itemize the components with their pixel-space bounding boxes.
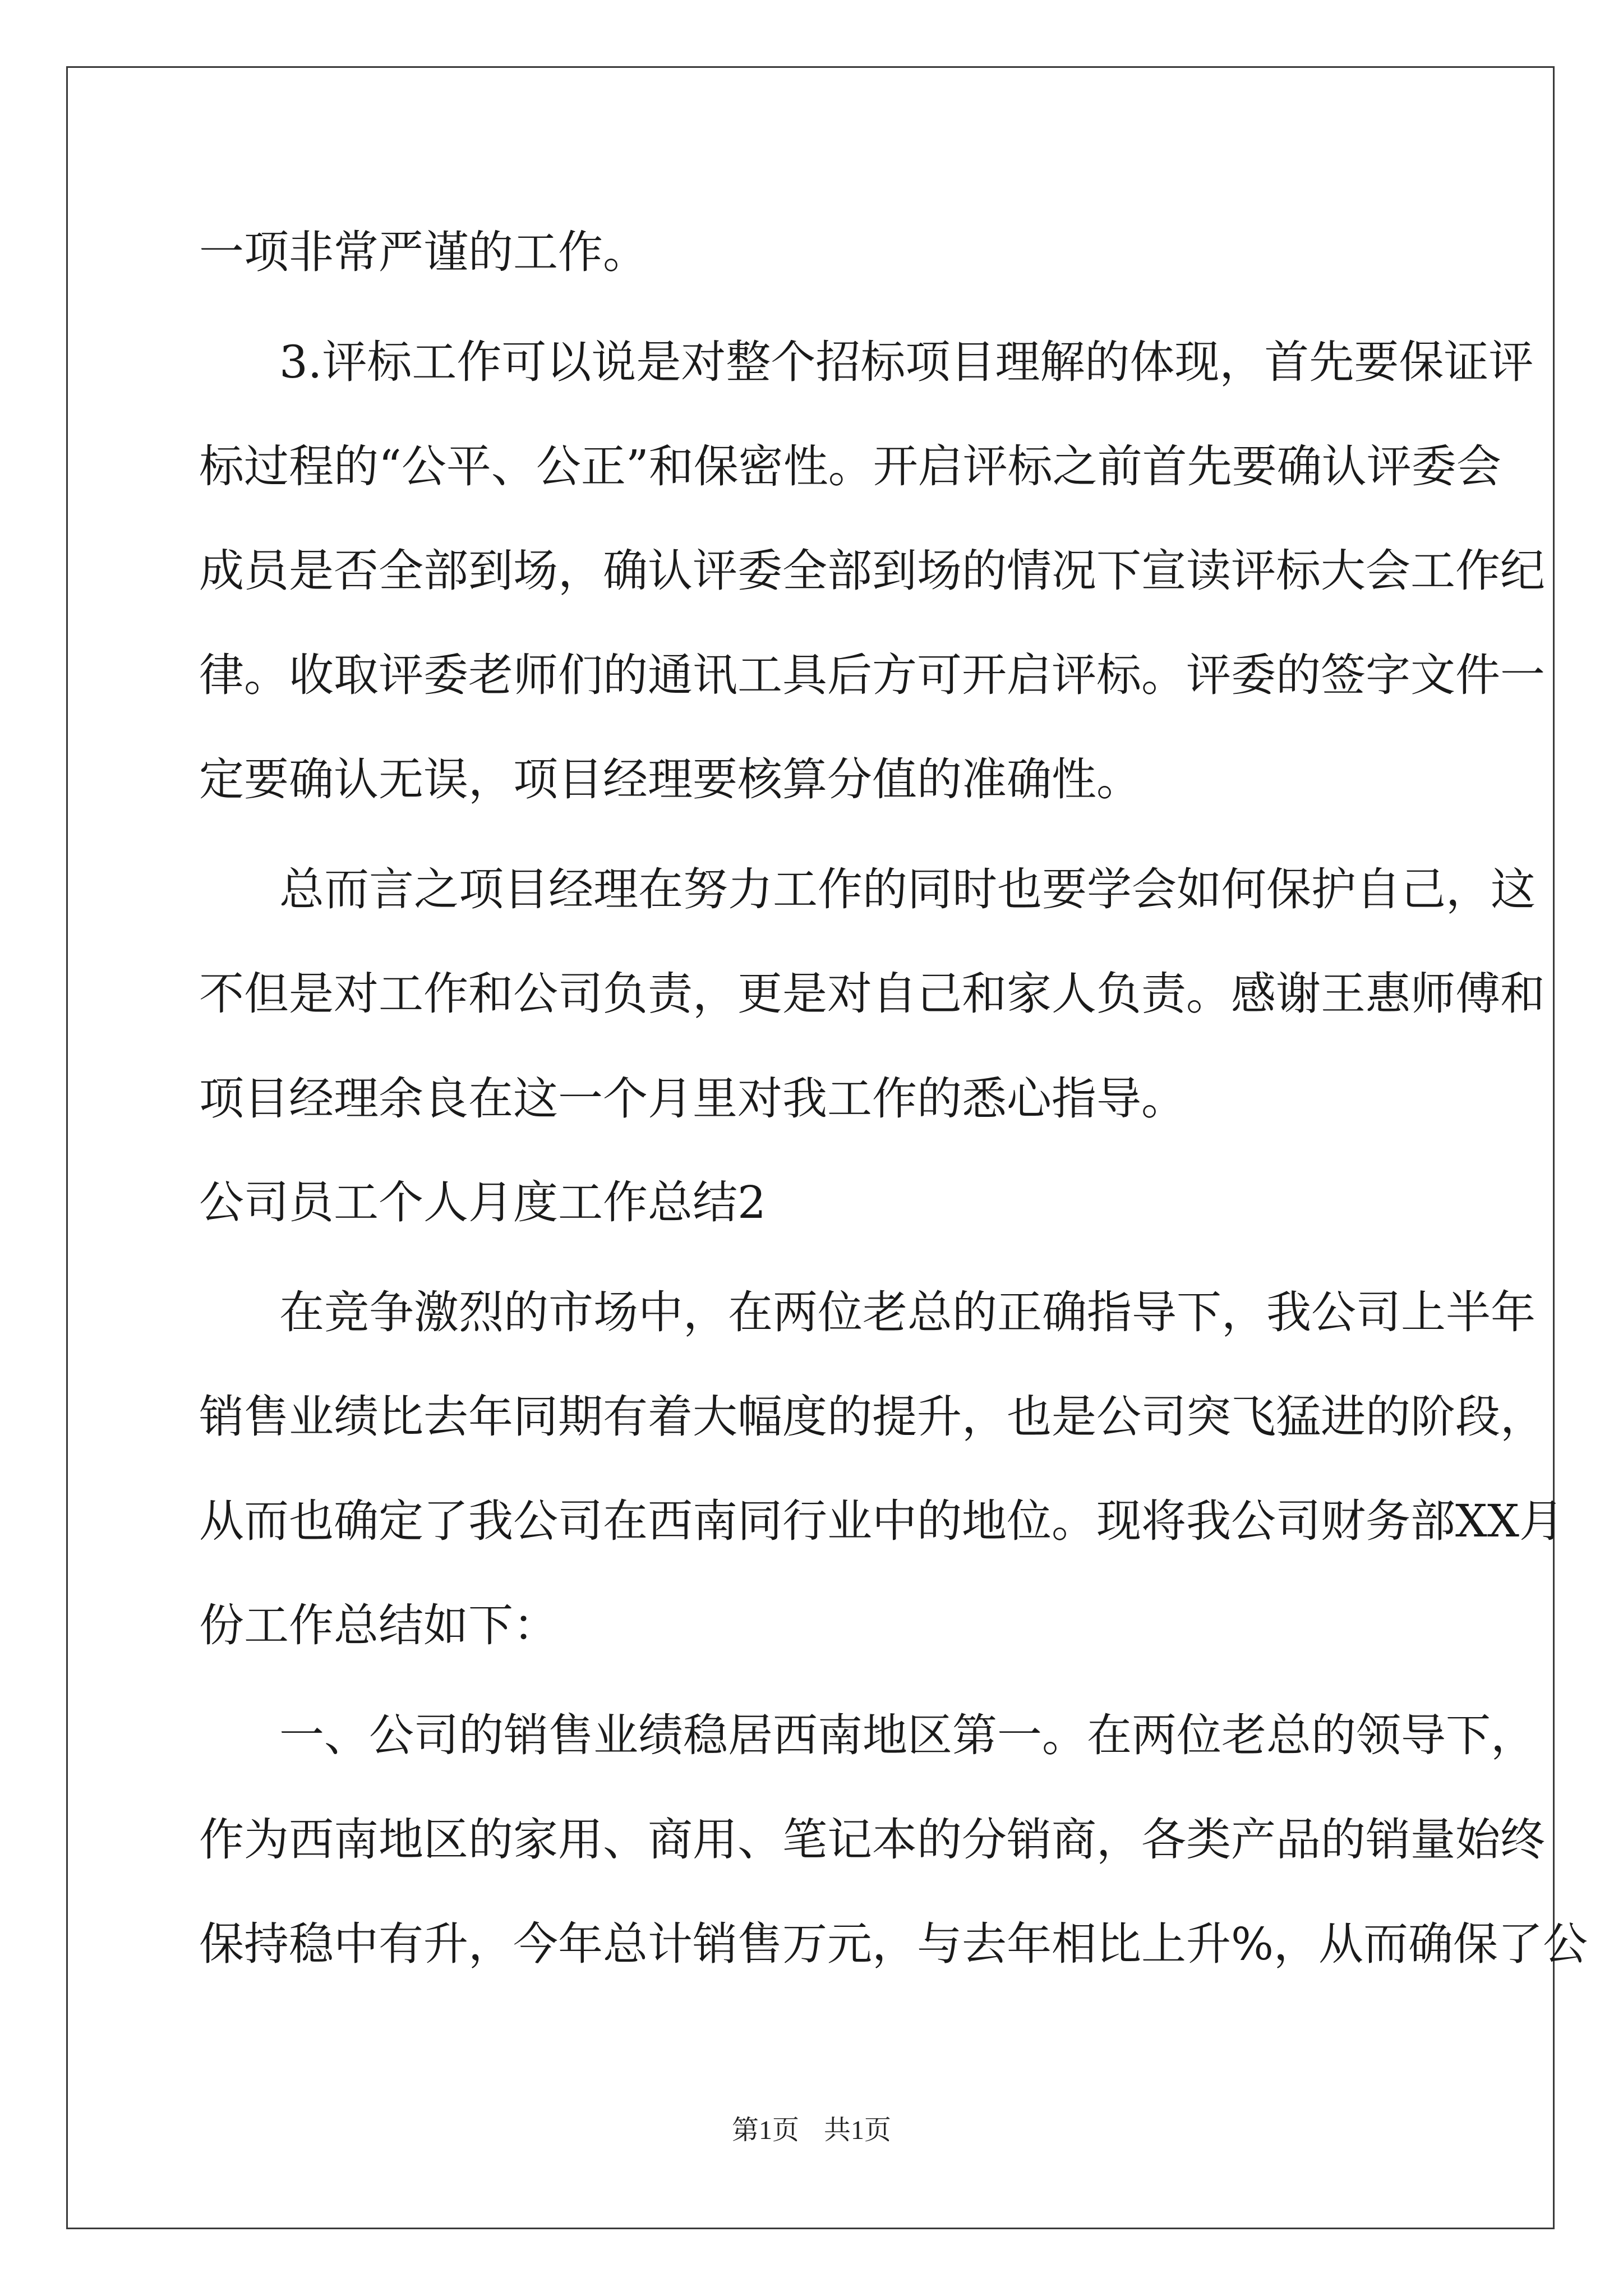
text-line: 总而言之项目经理在努力工作的同时也要学会如何保护自己，这 [279, 863, 1536, 915]
page-total: 共1页 [824, 2115, 892, 2145]
text-line: 项目经理余良在这一个月里对我工作的悉心指导。 [199, 1073, 1186, 1125]
text-line: 不但是对工作和公司负责，更是对自己和家人负责。感谢王惠师傅和 [199, 968, 1545, 1020]
text-line: 在竞争激烈的市场中，在两位老总的正确指导下，我公司上半年 [279, 1286, 1536, 1338]
text-line: 成员是否全部到场，确认评委全部到场的情况下宣读评标大会工作纪 [199, 545, 1545, 597]
text-line: 3.评标工作可以说是对整个招标项目理解的体现，首先要保证评 [279, 336, 1534, 388]
text-line: 从而也确定了我公司在西南同行业中的地位。现将我公司财务部XX月 [199, 1495, 1564, 1547]
text-line: 份工作总结如下： [199, 1599, 558, 1651]
page-footer [0, 2114, 1623, 2147]
page-border [66, 66, 1555, 2229]
text-line: 标过程的“公平、公正”和保密性。开启评标之前首先要确认评委会 [199, 440, 1501, 493]
text-line: 律。收取评委老师们的通讯工具后方可开启评标。评委的签字文件一 [199, 649, 1545, 701]
text-line: 销售业绩比去年同期有着大幅度的提升，也是公司突飞猛进的阶段， [199, 1391, 1545, 1443]
text-line: 保持稳中有升，今年总计销售万元，与去年相比上升%，从而确保了公 [199, 1918, 1588, 1970]
text-line: 定要确认无误，项目经理要核算分值的准确性。 [199, 753, 1141, 806]
text-line: 作为西南地区的家用、商用、笔记本的分销商，各类产品的销量始终 [199, 1814, 1545, 1866]
text-line: 一项非常严谨的工作。 [199, 226, 648, 278]
section-heading: 公司员工个人月度工作总结2 [199, 1176, 766, 1228]
text-line: 一、公司的销售业绩稳居西南地区第一。在两位老总的领导下， [279, 1709, 1536, 1761]
page-number: 第1页 [731, 2115, 799, 2145]
